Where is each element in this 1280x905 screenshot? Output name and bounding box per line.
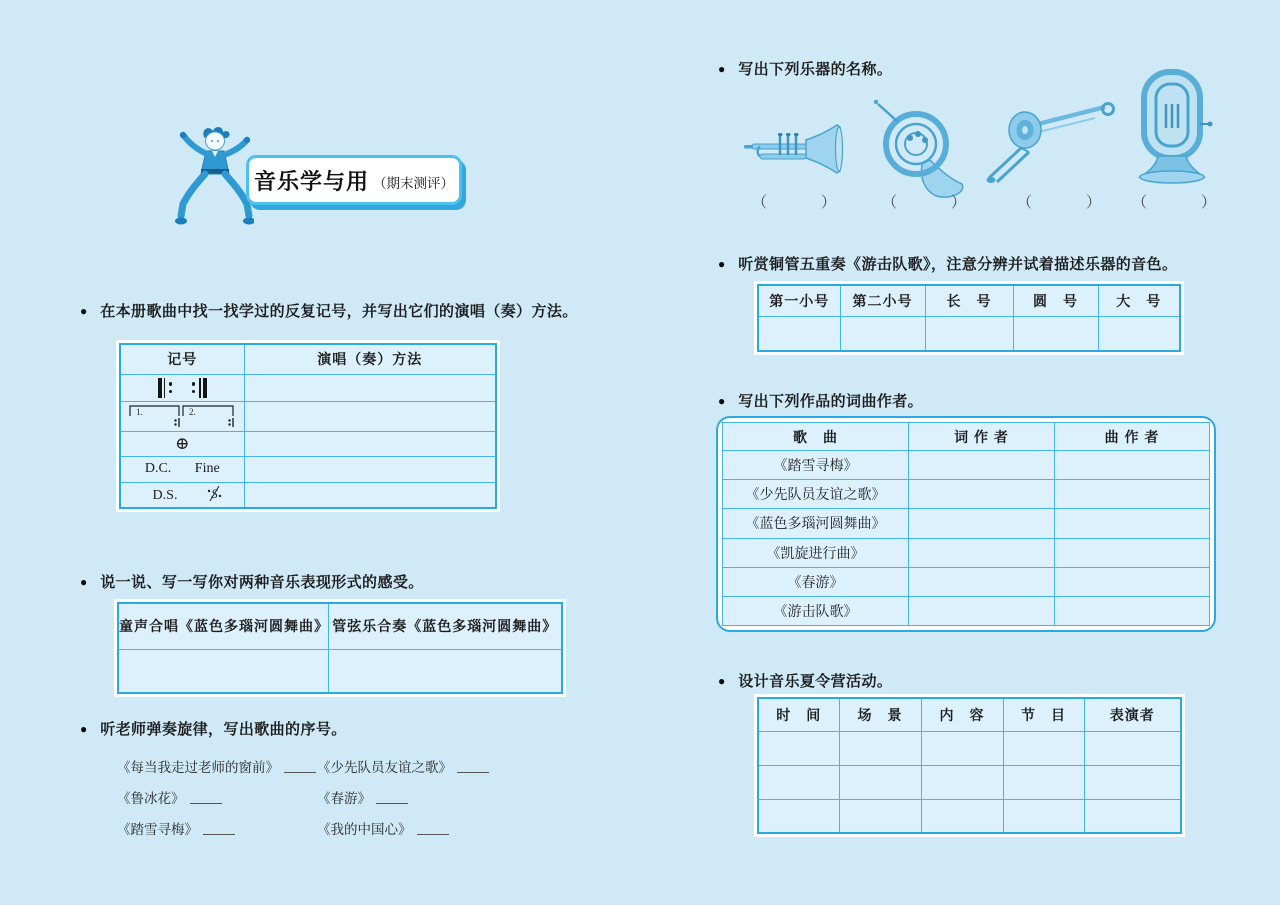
column-header-chorus: 童声合唱《蓝色多瑙河圆舞曲》: [118, 603, 328, 649]
column-header: 圆 号: [1013, 285, 1098, 316]
answer-cell: [1013, 316, 1098, 351]
answer-cell: [1003, 731, 1084, 765]
answer-cell: [1055, 567, 1210, 596]
answer-cell: [1098, 316, 1180, 351]
two-forms-table: [117, 602, 563, 694]
song-authors-table: [716, 416, 1216, 632]
answer-blank: [376, 789, 408, 804]
answer-cell: [244, 374, 496, 401]
summer-camp-table: [757, 697, 1182, 834]
kungfu-boy-illustration: [174, 124, 254, 234]
trumpet-icon: [742, 122, 848, 180]
song-title-cell: 《蓝色多瑙河圆舞曲》: [723, 509, 909, 538]
answer-blank: [457, 758, 489, 773]
bullet-icon: ●: [80, 303, 88, 318]
instrument-answer-parens: （ ）: [1132, 195, 1216, 211]
dc-label: D.C.: [144, 461, 172, 476]
sign-cell: [120, 482, 244, 508]
sign-cell: [120, 401, 244, 431]
answer-cell: [1055, 596, 1210, 625]
column-header: 场 景: [839, 698, 921, 731]
tuba-icon: [1130, 66, 1214, 186]
answer-cell: [909, 567, 1055, 596]
song-title-cell: 《少先队员友谊之歌》: [723, 480, 909, 509]
coda-icon: ⊕: [175, 434, 190, 453]
answer-cell: [840, 316, 925, 351]
instrument-answer-parens: （ ）: [882, 195, 966, 211]
column-header-lyricist: 词 作 者: [909, 423, 1055, 451]
answer-cell: [1003, 799, 1084, 833]
column-header: 表演者: [1084, 698, 1181, 731]
bullet-icon: ●: [718, 393, 726, 408]
repeat-signs-table: [119, 343, 497, 509]
svg-text:S: S: [211, 486, 218, 502]
song-title-cell: 《凯旋进行曲》: [723, 538, 909, 567]
song-item: 《春游》: [317, 781, 527, 812]
title-banner: [246, 155, 462, 205]
instrument-answer-parens: （ ）: [752, 195, 836, 211]
volta-brackets-icon: [127, 402, 237, 428]
fine-label: Fine: [194, 461, 220, 476]
bullet-icon: ●: [718, 673, 726, 688]
brass-quintet-table: [757, 284, 1181, 352]
column-header: 节 目: [1003, 698, 1084, 731]
question-song-authors: ● 写出下列作品的词曲作者。: [718, 393, 924, 410]
answer-cell: [1084, 799, 1181, 833]
answer-cell: [925, 316, 1013, 351]
svg-text:1.: 1.: [136, 406, 143, 417]
instrument-answer-parens: （ ）: [1017, 195, 1101, 211]
sign-cell: [120, 456, 244, 482]
song-title-cell: 《踏雪寻梅》: [723, 451, 909, 480]
answer-cell: [909, 538, 1055, 567]
answer-cell: [839, 799, 921, 833]
answer-cell: [1055, 480, 1210, 509]
bullet-icon: ●: [80, 721, 88, 736]
answer-cell: [244, 456, 496, 482]
column-header: 第一小号: [758, 285, 840, 316]
segno-icon: [207, 485, 222, 502]
repeat-barlines-icon: [158, 377, 207, 399]
column-header-song: 歌 曲: [723, 423, 909, 451]
answer-cell: [921, 731, 1003, 765]
answer-cell: [244, 482, 496, 508]
answer-cell: [909, 480, 1055, 509]
question-instrument-names: ● 写出下列乐器的名称。: [718, 61, 893, 78]
question-melody-order: ● 听老师弹奏旋律，写出歌曲的序号。: [80, 721, 347, 738]
song-title-cell: 《游击队歌》: [723, 596, 909, 625]
answer-cell: [1055, 509, 1210, 538]
answer-cell: [909, 509, 1055, 538]
column-header: 大 号: [1098, 285, 1180, 316]
question-brass-quintet: ● 听赏铜管五重奏《游击队歌》，注意分辨并试着描述乐器的音色。: [718, 256, 1178, 273]
column-header: 第二小号: [840, 285, 925, 316]
question-repeat-signs: ● 在本册歌曲中找一找学过的反复记号，并写出它们的演唱（奏）方法。: [80, 303, 578, 320]
column-header-composer: 曲 作 者: [1055, 423, 1210, 451]
page-subtitle: （期末测评）: [373, 175, 455, 191]
answer-cell: [909, 451, 1055, 480]
bullet-icon: ●: [80, 574, 88, 589]
answer-cell: [1003, 765, 1084, 799]
column-header: 内 容: [921, 698, 1003, 731]
ds-label: D.S.: [152, 488, 178, 504]
answer-blank: [284, 758, 316, 773]
song-list-left: [117, 750, 327, 843]
answer-cell: [921, 799, 1003, 833]
answer-cell: [839, 765, 921, 799]
answer-cell: [839, 731, 921, 765]
column-header-sign: 记号: [120, 344, 244, 374]
answer-blank: [190, 789, 222, 804]
french-horn-icon: [870, 92, 970, 204]
bullet-icon: ●: [718, 61, 726, 76]
answer-cell: [758, 731, 839, 765]
trombone-icon: [983, 98, 1117, 184]
bullet-icon: ●: [718, 256, 726, 271]
sign-cell: [120, 431, 244, 456]
column-header: 时 间: [758, 698, 839, 731]
song-item: 《鲁冰花》: [117, 781, 327, 812]
answer-cell: [118, 649, 328, 693]
column-header-method: 演唱（奏）方法: [244, 344, 496, 374]
answer-cell: [921, 765, 1003, 799]
column-header: 长 号: [925, 285, 1013, 316]
song-item: 《踏雪寻梅》: [117, 812, 327, 843]
page-title: 音乐学与用: [254, 168, 370, 194]
song-list-right: [317, 750, 527, 843]
answer-blank: [417, 820, 449, 835]
sign-cell: [120, 374, 244, 401]
svg-text:2.: 2.: [189, 406, 196, 417]
answer-cell: [1055, 451, 1210, 480]
song-item: 《每当我走过老师的窗前》: [117, 750, 327, 781]
question-two-forms: ● 说一说、写一写你对两种音乐表现形式的感受。: [80, 574, 424, 591]
column-header-orchestra: 管弦乐合奏《蓝色多瑙河圆舞曲》: [328, 603, 562, 649]
answer-cell: [328, 649, 562, 693]
answer-cell: [244, 431, 496, 456]
question-summer-camp: ● 设计音乐夏令营活动。: [718, 673, 893, 690]
answer-cell: [1084, 765, 1181, 799]
song-item: 《我的中国心》: [317, 812, 527, 843]
answer-blank: [203, 820, 235, 835]
answer-cell: [909, 596, 1055, 625]
answer-cell: [244, 401, 496, 431]
answer-cell: [758, 765, 839, 799]
song-item: 《少先队员友谊之歌》: [317, 750, 527, 781]
answer-cell: [1055, 538, 1210, 567]
answer-cell: [758, 799, 839, 833]
song-title-cell: 《春游》: [723, 567, 909, 596]
answer-cell: [1084, 731, 1181, 765]
answer-cell: [758, 316, 840, 351]
